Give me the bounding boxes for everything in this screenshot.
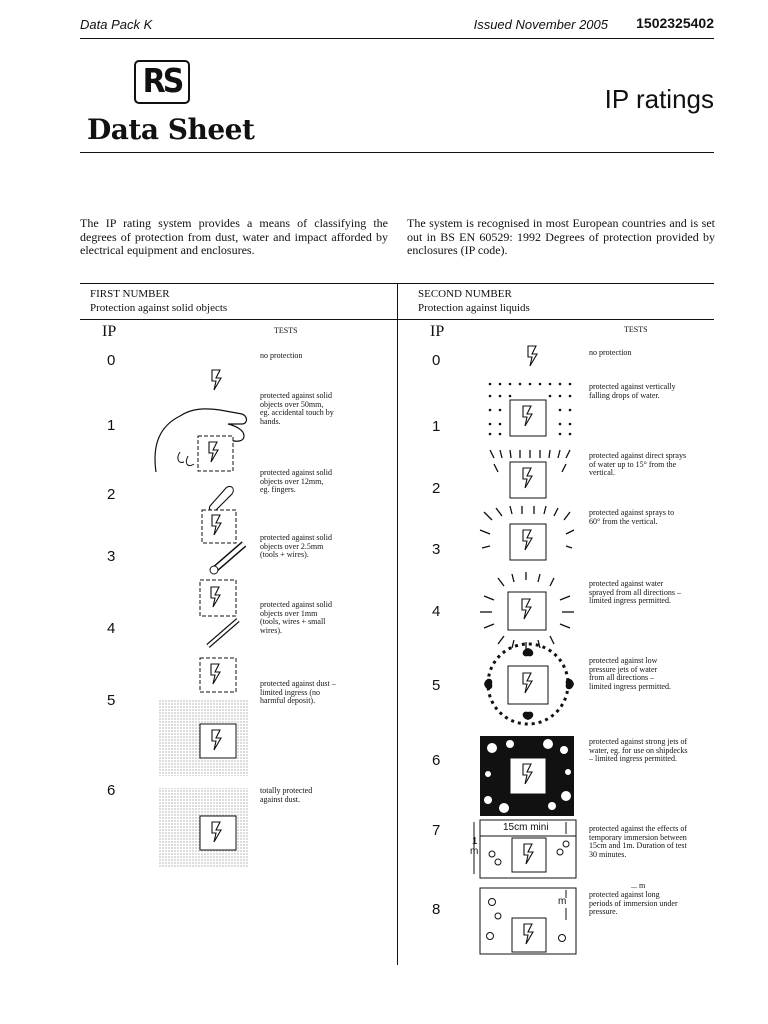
second-tests-label: TESTS: [624, 325, 648, 334]
first-row-2-desc: protected against solid objects over 12mm, eg. fingers.: [260, 468, 332, 495]
document-number: 1502325402: [636, 15, 714, 31]
column-divider: [397, 283, 398, 965]
first-row-6-number: 6: [107, 782, 116, 799]
second-row-0-desc: no protection: [589, 348, 632, 357]
first-row-5-number: 5: [107, 692, 116, 709]
first-number-heading: [90, 287, 227, 315]
second-row-1-desc: protected against vertically falling drops of water.: [589, 382, 676, 400]
bolt-icon-w0: [528, 346, 537, 366]
rs-logo: [134, 60, 190, 104]
finger-icon: [209, 486, 233, 510]
intro-left: The IP rating system provides a means of classifying the degrees of protection from dust, water and impact afforded by electrical equipment and enclosures.: [80, 216, 388, 257]
issue-date: Issued November 2005: [473, 17, 608, 32]
bolt-icon-ip0: [212, 370, 221, 390]
first-tests-label: TESTS: [274, 326, 298, 335]
intro-right: The system is recognised in most European countries and is set out in BS EN 60529: 1992 Degrees of protection provided by enclosures (IP code).: [407, 216, 715, 257]
wire-icon-1mm: [208, 620, 238, 646]
data-sheet-label: Data Sheet: [87, 113, 255, 146]
first-row-4-desc: protected against solid objects over 1mm (tools, wires + small wires).: [260, 600, 332, 635]
page-header: [80, 17, 714, 39]
first-row-6-desc: totally protected against dust.: [260, 786, 313, 804]
second-row-6-number: 6: [432, 752, 441, 769]
fifteen-cm-label: 15cm mini: [503, 822, 549, 833]
first-row-1-number: 1: [107, 417, 116, 434]
second-row-0-number: 0: [432, 352, 441, 369]
second-row-8-number: 8: [432, 901, 441, 918]
first-row-3-desc: protected against solid objects over 2.5mm (tools + wires).: [260, 533, 332, 560]
second-row-1-number: 1: [432, 418, 441, 435]
second-row-4-number: 4: [432, 603, 441, 620]
first-row-2-number: 2: [107, 486, 116, 503]
data-pack-label: Data Pack K: [80, 17, 153, 32]
page-title: IP ratings: [604, 84, 714, 114]
metre-label-7: m: [470, 846, 479, 857]
second-row-5-desc: protected against low pressure jets of water from all directions – limited ingress permitted.: [589, 656, 671, 691]
second-row-5-number: 5: [432, 677, 441, 694]
second-ip-label: IP: [430, 323, 445, 340]
second-row-4-desc: protected against water sprayed from all directions – limited ingress permitted.: [589, 579, 681, 606]
second-row-2-number: 2: [432, 480, 441, 497]
second-row-8-desc: protected against long periods of immersion under pressure.: [589, 890, 678, 917]
rod-icon-2-5mm: [210, 544, 244, 574]
second-number-heading: [418, 287, 530, 315]
second-subheading: Protection against liquids: [418, 302, 530, 314]
first-ip-label: IP: [102, 323, 117, 340]
rs-logo-text: RS: [142, 62, 182, 101]
immersion-depth-label: ... m: [631, 881, 646, 890]
first-row-1-desc: protected against solid objects over 50mm, eg. accidental touch by hands.: [260, 391, 334, 426]
second-row-7-desc: protected against the effects of temporary immersion between 15cm and 1m. Duration of test 30 minutes.: [589, 824, 688, 859]
second-row-3-number: 3: [432, 541, 441, 558]
first-heading: FIRST NUMBER: [90, 288, 170, 300]
first-subheading: Protection against solid objects: [90, 302, 228, 314]
one-label: 1: [472, 836, 478, 847]
first-row-0-desc: no protection: [260, 351, 303, 360]
second-row-2-desc: protected against direct sprays of water up to 15° from the vertical.: [589, 451, 687, 478]
first-row-0-number: 0: [107, 352, 116, 369]
second-row-6-desc: protected against strong jets of water, eg. for use on shipdecks – limited ingress permitted.: [589, 737, 688, 764]
first-number-illustrations: [150, 364, 255, 874]
second-row-3-desc: protected against sprays to 60° from the vertical.: [589, 508, 675, 526]
second-heading: SECOND NUMBER: [418, 288, 512, 300]
metre-label-8: m: [558, 896, 567, 907]
first-row-4-number: 4: [107, 620, 116, 637]
second-number-illustrations: [470, 340, 588, 965]
second-row-7-number: 7: [432, 822, 441, 839]
title-divider: [80, 152, 714, 153]
first-row-5-desc: protected against dust – limited ingress (no harmful deposit).: [260, 679, 336, 706]
first-row-3-number: 3: [107, 548, 116, 565]
